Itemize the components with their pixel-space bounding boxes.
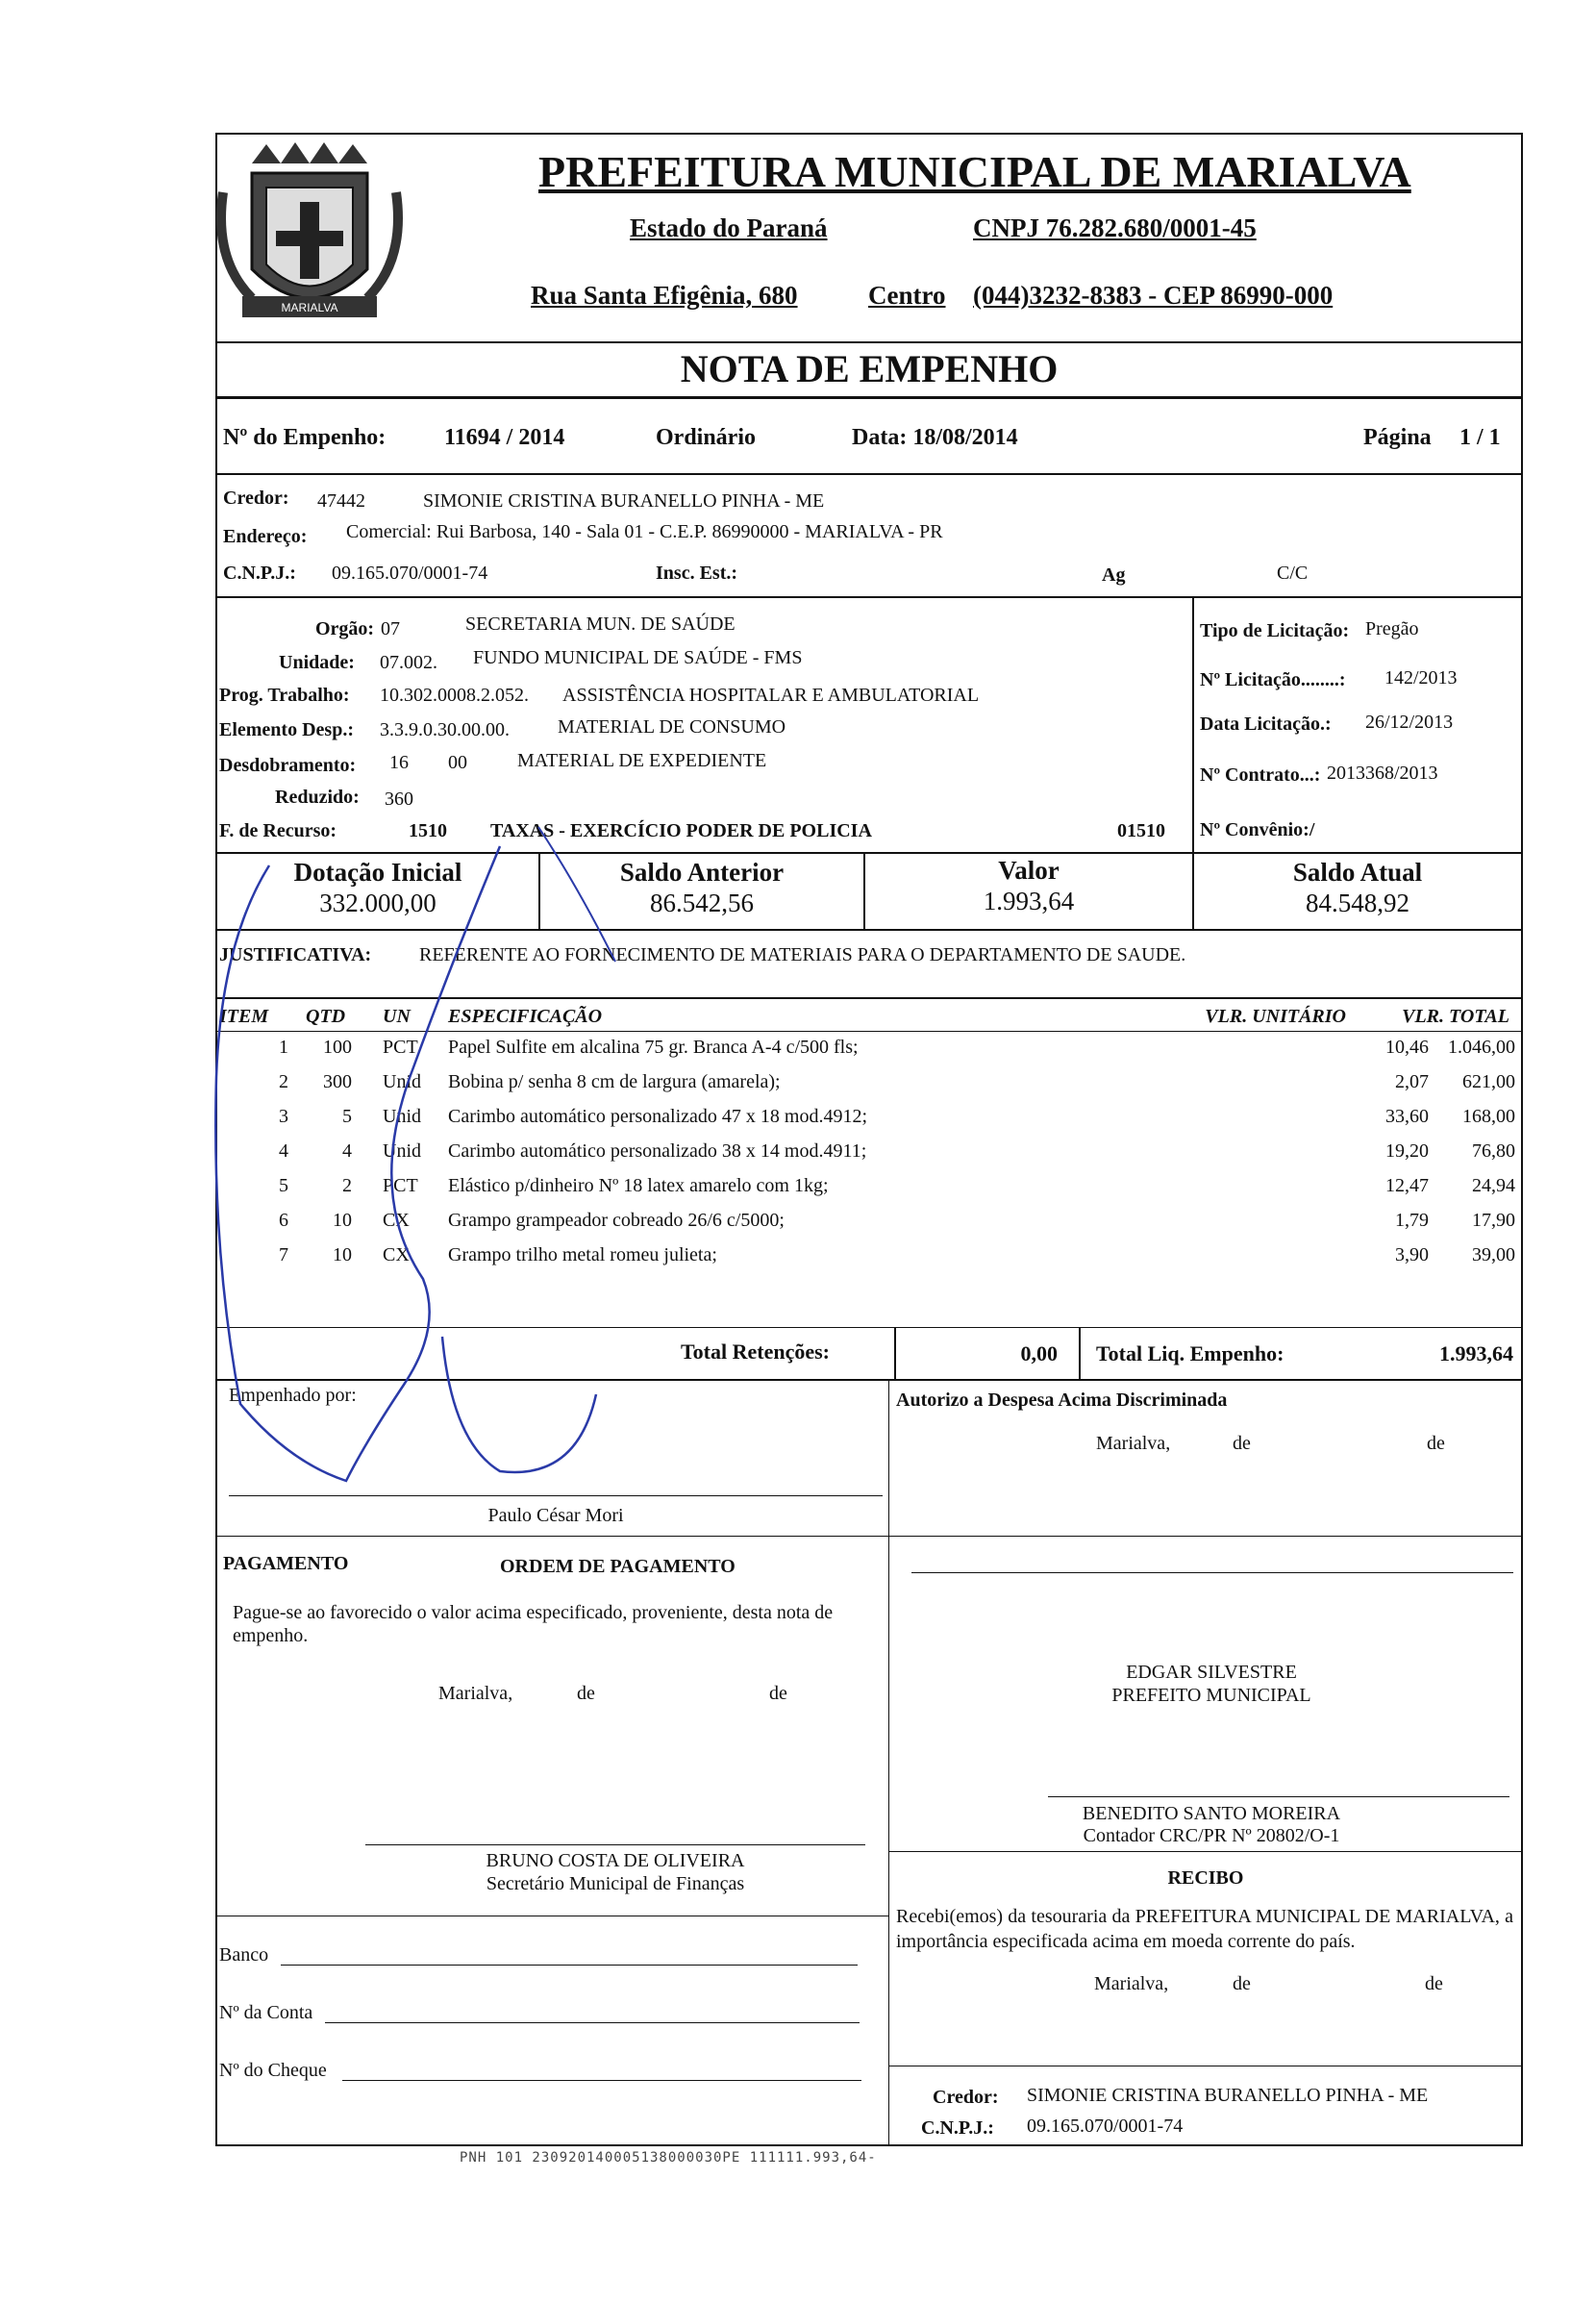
liq-label: Total Liq. Empenho: (1096, 1341, 1284, 1365)
page-title: PREFEITURA MUNICIPAL DE MARIALVA (538, 147, 1411, 196)
de-text: de (1233, 1973, 1251, 1994)
desdob-label: Desdobramento: (219, 755, 357, 776)
de-text: de (1233, 1433, 1251, 1454)
desdob-code1: 16 (389, 752, 409, 773)
divider (215, 997, 1523, 999)
credor-label: Credor: (223, 488, 289, 509)
row-item: 5 (279, 1175, 288, 1196)
row-item: 3 (279, 1106, 288, 1127)
cnpj-value: 09.165.070/0001-74 (332, 563, 488, 584)
row-un: CX (383, 1244, 410, 1265)
unidade-label: Unidade: (279, 652, 355, 673)
row-total: 168,00 (1462, 1106, 1515, 1127)
divider (215, 1379, 1523, 1381)
retencoes-value: 0,00 (1020, 1341, 1058, 1365)
row-spec: Grampo trilho metal romeu julieta; (448, 1244, 717, 1265)
recurso-label: F. de Recurso: (219, 820, 337, 841)
row-spec: Carimbo automático personalizado 38 x 14 mod.4911; (448, 1140, 867, 1162)
valor-label: Valor (998, 856, 1060, 885)
table-row (217, 1175, 1519, 1210)
cnpj-value: 09.165.070/0001-74 (1027, 2116, 1184, 2137)
licitacao-data-label: Data Licitação.: (1200, 714, 1332, 735)
row-un: Unid (383, 1106, 421, 1127)
table-row (217, 1106, 1519, 1140)
divider (215, 1031, 1523, 1032)
recurso-code: 1510 (409, 820, 447, 841)
convenio-label: Nº Convênio:/ (1200, 819, 1315, 840)
table-row (217, 1244, 1519, 1279)
cnpj-label: C.N.P.J.: (223, 563, 296, 584)
contador-name: BENEDITO SANTO MOREIRA (1082, 1803, 1341, 1824)
barcode-text: PNH 101 230920140005138000030PE 111111.993,64- (460, 2150, 877, 2166)
empenho-label: Nº do Empenho: (223, 425, 387, 450)
conta-line (325, 2022, 860, 2023)
row-qtd: 2 (342, 1175, 352, 1196)
svg-text:MARIALVA: MARIALVA (281, 301, 338, 314)
credor-name: SIMONIE CRISTINA BURANELLO PINHA - ME (1027, 2085, 1429, 2106)
cheque-label: Nº do Cheque (219, 2060, 327, 2081)
row-unit: 3,90 (1395, 1244, 1429, 1265)
desdob-name: MATERIAL DE EXPEDIENTE (517, 750, 767, 771)
table-row (217, 1071, 1519, 1106)
cnpj-label: C.N.P.J.: (921, 2117, 994, 2139)
recibo-text: Recebi(emos) da tesouraria da PREFEITURA MUNICIPAL DE MARIALVA, a importância especificada acima em moeda corrente do país. (896, 1906, 1513, 1952)
banco-line (281, 1965, 858, 1966)
dotacao-value: 332.000,00 (319, 889, 436, 917)
row-unit: 2,07 (1395, 1071, 1429, 1092)
cc-label: C/C (1277, 563, 1309, 584)
marialva-text: Marialva, (438, 1683, 513, 1704)
cheque-line (342, 2080, 861, 2081)
signature-line (229, 1495, 883, 1496)
row-spec: Carimbo automático personalizado 47 x 18 mod.4912; (448, 1106, 868, 1127)
row-unit: 10,46 (1385, 1037, 1429, 1058)
frame-right (1521, 1875, 1523, 2146)
table-row (217, 1140, 1519, 1175)
de-text: de (769, 1683, 787, 1704)
divider (215, 1327, 1523, 1328)
ag-label: Ag (1102, 564, 1126, 586)
col-vlr-total: VLR. TOTAL (1402, 1006, 1509, 1027)
divider-vertical (888, 1875, 889, 2146)
conta-label: Nº da Conta (219, 2002, 313, 2023)
row-unit: 12,47 (1385, 1175, 1429, 1196)
insc-label: Insc. Est.: (656, 563, 738, 584)
prog-code: 10.302.0008.2.052. (380, 685, 529, 706)
page-value: 1 / 1 (1459, 425, 1501, 450)
row-item: 2 (279, 1071, 288, 1092)
row-total: 17,90 (1472, 1210, 1515, 1231)
empenho-type: Ordinário (656, 425, 757, 450)
crest-logo (213, 135, 406, 341)
row-spec: Elástico p/dinheiro Nº 18 latex amarelo com 1kg; (448, 1175, 829, 1196)
saldo-atual-value: 84.548,92 (1306, 889, 1409, 917)
recurso-name: TAXAS - EXERCÍCIO PODER DE POLICIA (490, 820, 872, 841)
saldo-anterior-value: 86.542,56 (650, 889, 754, 917)
row-total: 24,94 (1472, 1175, 1515, 1196)
row-un: Unid (383, 1071, 421, 1092)
row-unit: 19,20 (1385, 1140, 1429, 1162)
reduzido-value: 360 (385, 789, 413, 810)
prefeito-title: PREFEITO MUNICIPAL (1111, 1685, 1311, 1706)
row-qtd: 100 (323, 1037, 352, 1058)
licitacao-num-label: Nº Licitação........: (1200, 669, 1346, 690)
row-spec: Grampo grampeador cobreado 26/6 c/5000; (448, 1210, 785, 1231)
autorizo-text: Autorizo a Despesa Acima Discriminada (896, 1390, 1228, 1411)
dotacao-label: Dotação Inicial (293, 858, 462, 887)
reduzido-label: Reduzido: (275, 787, 360, 808)
col-especificacao: ESPECIFICAÇÃO (448, 1006, 603, 1027)
divider-vertical (1192, 596, 1194, 852)
prefeito-name: EDGAR SILVESTRE (1126, 1662, 1297, 1683)
de-text: de (577, 1683, 595, 1704)
row-qtd: 300 (323, 1071, 352, 1092)
elemento-name: MATERIAL DE CONSUMO (558, 716, 786, 738)
empenho-date: Data: 18/08/2014 (852, 425, 1018, 450)
frame-top (215, 133, 1523, 135)
unidade-name: FUNDO MUNICIPAL DE SAÚDE - FMS (473, 647, 803, 668)
credor-name: SIMONIE CRISTINA BURANELLO PINHA - ME (423, 490, 825, 512)
empenhado-name: Paulo César Mori (487, 1505, 624, 1526)
divider-vertical (1079, 1327, 1081, 1380)
row-qtd: 10 (333, 1244, 352, 1265)
banco-label: Banco (219, 1944, 269, 1966)
row-total: 621,00 (1462, 1071, 1515, 1092)
empenhado-label: Empenhado por: (229, 1385, 357, 1406)
row-total: 39,00 (1472, 1244, 1515, 1265)
table-row (217, 1037, 1519, 1071)
row-spec: Papel Sulfite em alcalina 75 gr. Branca A-4 c/500 fls; (448, 1037, 859, 1058)
saldo-atual-label: Saldo Atual (1292, 858, 1423, 887)
frame-bottom (215, 2144, 1523, 2146)
pagamento-title: PAGAMENTO (223, 1553, 349, 1574)
credor-label: Credor: (933, 2087, 999, 2108)
justificativa-text: REFERENTE AO FORNECIMENTO DE MATERIAIS PARA O DEPARTAMENTO DE SAUDE. (419, 944, 1186, 965)
row-unit: 1,79 (1395, 1210, 1429, 1231)
signature-line (911, 1572, 1513, 1573)
marialva-text: Marialva, (1096, 1433, 1171, 1454)
row-item: 1 (279, 1037, 288, 1058)
divider-vertical (888, 1379, 889, 1875)
endereco: Comercial: Rui Barbosa, 140 - Sala 01 - C.E.P. 86990000 - MARIALVA - PR (346, 521, 943, 542)
liq-value: 1.993,64 (1439, 1341, 1513, 1365)
ordem-title: ORDEM DE PAGAMENTO (500, 1556, 736, 1577)
col-vlr-unitario: VLR. UNITÁRIO (1205, 1006, 1346, 1027)
justificativa-label: JUSTIFICATIVA: (219, 944, 372, 965)
recibo-title: RECIBO (1167, 1867, 1244, 1889)
header-cnpj: CNPJ 76.282.680/0001-45 (973, 213, 1257, 242)
pague-se-text: Pague-se ao favorecido o valor acima especificado, proveniente, desta nota de empenho. (233, 1602, 834, 1646)
signature-line (365, 1844, 865, 1845)
items-table (217, 1037, 1519, 1279)
divider (215, 341, 1523, 343)
row-item: 7 (279, 1244, 288, 1265)
state: Estado do Paraná (630, 213, 828, 242)
saldo-anterior-label: Saldo Anterior (619, 858, 785, 887)
empenho-number: 11694 / 2014 (444, 425, 565, 450)
marialva-text: Marialva, (1094, 1973, 1169, 1994)
row-item: 4 (279, 1140, 288, 1162)
prog-label: Prog. Trabalho: (219, 685, 350, 706)
licitacao-num-value: 142/2013 (1384, 667, 1458, 689)
col-un: UN (383, 1006, 411, 1027)
unidade-code: 07.002. (380, 652, 437, 673)
divider (215, 596, 1523, 598)
divider-vertical (894, 1327, 896, 1380)
tipo-licitacao-label: Tipo de Licitação: (1200, 620, 1350, 641)
desdob-code2: 00 (448, 752, 467, 773)
licitacao-data-value: 26/12/2013 (1365, 712, 1454, 733)
row-total: 76,80 (1472, 1140, 1515, 1162)
divider (215, 1536, 1523, 1537)
valor-value: 1.993,64 (983, 887, 1075, 915)
divider (215, 852, 1523, 854)
row-qtd: 10 (333, 1210, 352, 1231)
col-qtd: QTD (306, 1006, 346, 1027)
row-un: Unid (383, 1140, 421, 1162)
row-un: CX (383, 1210, 410, 1231)
secretario-name: BRUNO COSTA DE OLIVEIRA (486, 1850, 745, 1871)
credor-code: 47442 (317, 490, 365, 512)
orgao-code: 07 (381, 618, 400, 639)
endereco-label: Endereço: (223, 526, 308, 547)
contrato-value: 2013368/2013 (1327, 763, 1438, 784)
row-un: PCT (383, 1175, 418, 1196)
prog-name: ASSISTÊNCIA HOSPITALAR E AMBULATORIAL (562, 685, 980, 706)
doc-title: NOTA DE EMPENHO (680, 347, 1059, 390)
row-qtd: 4 (342, 1140, 352, 1162)
table-row (217, 1210, 1519, 1244)
retencoes-label: Total Retenções: (681, 1340, 830, 1364)
orgao-label: Orgão: (315, 618, 375, 639)
signature-line (1048, 1796, 1509, 1797)
row-unit: 33,60 (1385, 1106, 1429, 1127)
elemento-code: 3.3.9.0.30.00.00. (380, 719, 510, 740)
col-item: ITEM (219, 1006, 269, 1027)
row-total: 1.046,00 (1448, 1037, 1515, 1058)
divider (215, 929, 1523, 931)
contador-title: Contador CRC/PR Nº 20802/O-1 (1083, 1825, 1340, 1846)
de-text: de (1427, 1433, 1445, 1454)
frame-left (215, 1875, 217, 2146)
page-label: Página (1363, 425, 1432, 450)
elemento-label: Elemento Desp.: (219, 719, 354, 740)
divider (888, 1851, 1523, 1852)
row-qtd: 5 (342, 1106, 352, 1127)
row-spec: Bobina p/ senha 8 cm de largura (amarela); (448, 1071, 781, 1092)
divider (215, 396, 1523, 399)
secretario-title: Secretário Municipal de Finanças (486, 1873, 745, 1894)
frame-left (215, 133, 217, 1875)
address: Rua Santa Efigênia, 680 (531, 281, 798, 310)
recurso-ref: 01510 (1117, 820, 1165, 841)
frame-right (1521, 133, 1523, 1875)
district: Centro (868, 281, 946, 310)
tipo-licitacao-value: Pregão (1365, 618, 1419, 639)
divider (215, 473, 1523, 475)
row-item: 6 (279, 1210, 288, 1231)
contrato-label: Nº Contrato...: (1200, 764, 1321, 786)
row-un: PCT (383, 1037, 418, 1058)
phone-cep: (044)3232-8383 - CEP 86990-000 (973, 281, 1334, 310)
de-text: de (1425, 1973, 1443, 1994)
orgao-name: SECRETARIA MUN. DE SAÚDE (465, 614, 736, 635)
